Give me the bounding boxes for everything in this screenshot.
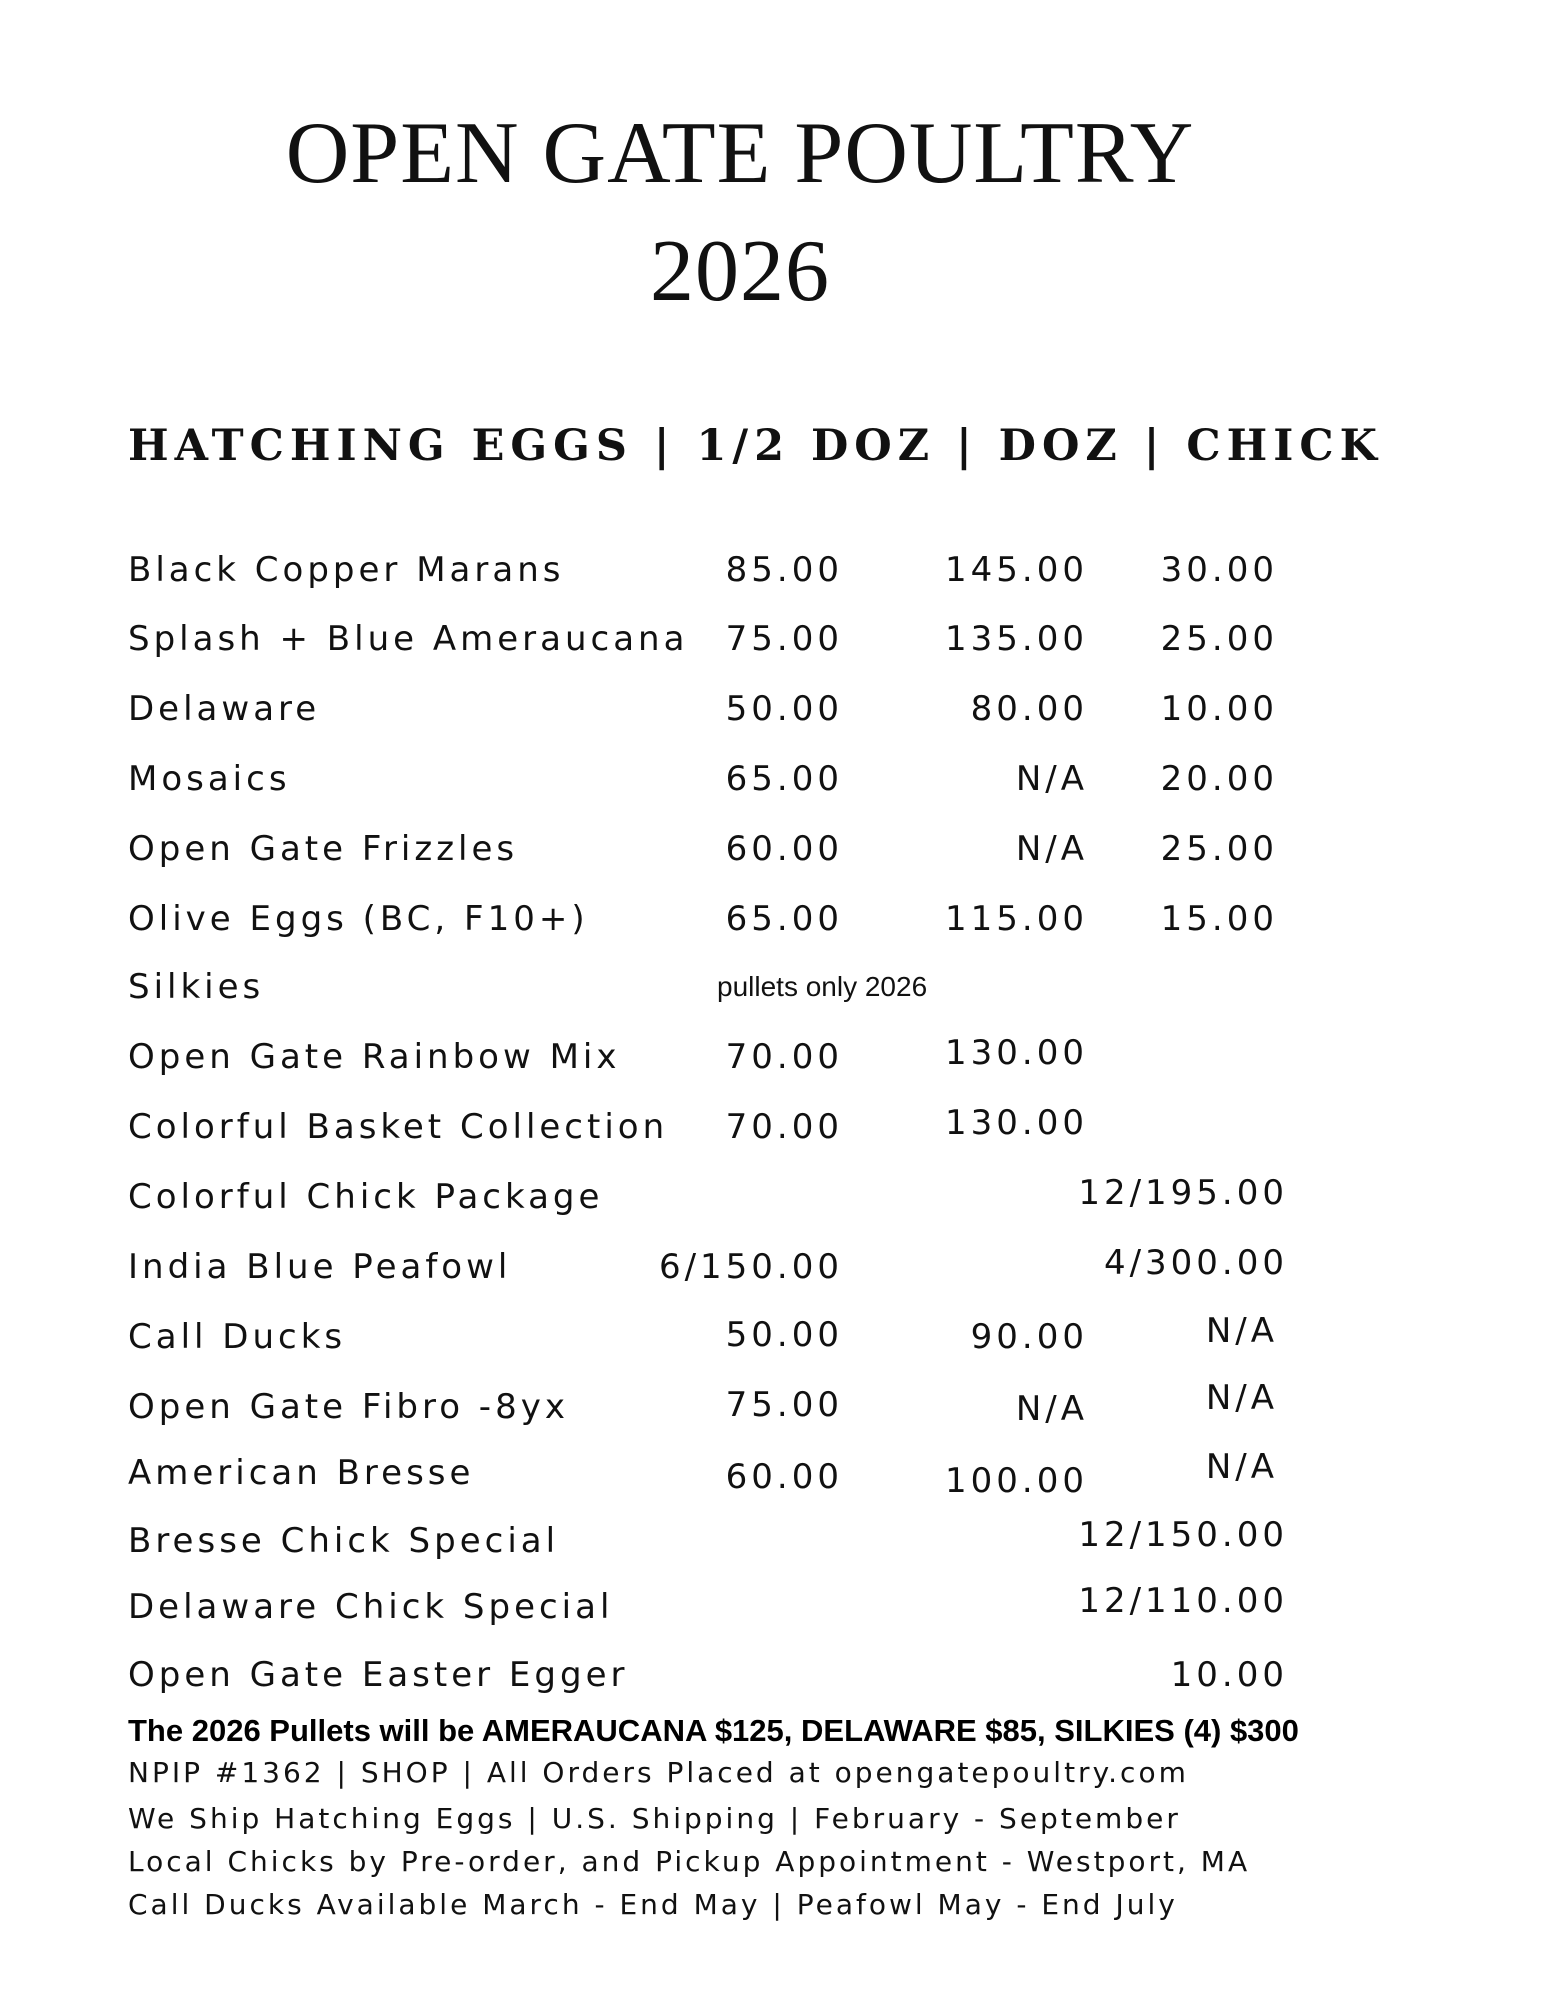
table-row-open-gate-frizzles bbox=[0, 824, 1545, 874]
half-dozen-price: 60.00 bbox=[725, 829, 843, 869]
chick-price: 15.00 bbox=[1160, 899, 1278, 939]
table-row-open-gate-rainbow-mix bbox=[0, 1032, 1545, 1082]
breed-name: Open Gate Rainbow Mix bbox=[128, 1037, 621, 1077]
footer-shipping-info: We Ship Hatching Eggs | U.S. Shipping | February - September bbox=[128, 1802, 1181, 1835]
chick-price: 20.00 bbox=[1160, 759, 1278, 799]
table-row-open-gate-fibro bbox=[0, 1378, 1545, 1432]
table-row-black-copper-marans bbox=[0, 545, 1545, 595]
table-row-bresse-chick-special bbox=[0, 1516, 1545, 1566]
breed-name: Mosaics bbox=[128, 759, 291, 799]
chick-price: 12/110.00 bbox=[1078, 1581, 1288, 1621]
dozen-price: 90.00 bbox=[970, 1317, 1088, 1357]
footer-availability-info: Call Ducks Available March - End May | Peafowl May - End July bbox=[128, 1888, 1178, 1921]
chick-price: N/A bbox=[1205, 1378, 1278, 1418]
table-row-mosaics bbox=[0, 754, 1545, 804]
table-row-colorful-chick-package bbox=[0, 1172, 1545, 1222]
dozen-price: 145.00 bbox=[945, 550, 1088, 590]
breed-name: Colorful Basket Collection bbox=[128, 1107, 669, 1147]
chick-price: 10.00 bbox=[1160, 689, 1278, 729]
pullets-announcement: The 2026 Pullets will be AMERAUCANA $125, DELAWARE $85, SILKIES (4) $300 bbox=[128, 1713, 1299, 1748]
breed-name: Delaware bbox=[128, 689, 321, 729]
table-row-india-blue-peafowl bbox=[0, 1242, 1545, 1292]
chick-price: 25.00 bbox=[1160, 619, 1278, 659]
breed-name: Open Gate Frizzles bbox=[128, 829, 519, 869]
dozen-price: N/A bbox=[1015, 759, 1088, 799]
breed-name: Black Copper Marans bbox=[128, 550, 565, 590]
breed-name: Colorful Chick Package bbox=[128, 1177, 604, 1217]
half-dozen-price: 85.00 bbox=[725, 550, 843, 590]
dozen-price: 115.00 bbox=[945, 899, 1088, 939]
half-dozen-price: 50.00 bbox=[725, 689, 843, 729]
table-row-colorful-basket-collection bbox=[0, 1102, 1545, 1152]
dozen-price: 130.00 bbox=[945, 1033, 1088, 1073]
chick-price: 12/195.00 bbox=[1078, 1173, 1288, 1213]
chick-price: 4/300.00 bbox=[1103, 1243, 1288, 1283]
half-dozen-price: 65.00 bbox=[725, 759, 843, 799]
table-row-silkies bbox=[0, 962, 1545, 1012]
dozen-price: N/A bbox=[1015, 829, 1088, 869]
breed-name: India Blue Peafowl bbox=[128, 1247, 512, 1287]
half-dozen-price: 65.00 bbox=[725, 899, 843, 939]
silkies-note: pullets only 2026 bbox=[717, 971, 928, 1002]
footer-order-info: NPIP #1362 | SHOP | All Orders Placed at opengatepoultry.com bbox=[128, 1756, 1189, 1789]
dozen-price: 80.00 bbox=[970, 689, 1088, 729]
half-dozen-price: 75.00 bbox=[725, 1385, 843, 1425]
chick-price: 25.00 bbox=[1160, 829, 1278, 869]
half-dozen-price: 50.00 bbox=[725, 1315, 843, 1355]
chick-price: N/A bbox=[1205, 1447, 1278, 1487]
table-row-american-bresse bbox=[0, 1447, 1545, 1501]
breed-name: Delaware Chick Special bbox=[128, 1587, 614, 1627]
chick-price: 30.00 bbox=[1160, 550, 1278, 590]
dozen-price: 130.00 bbox=[945, 1103, 1088, 1143]
dozen-price: N/A bbox=[1015, 1389, 1088, 1429]
footer-pickup-info: Local Chicks by Pre-order, and Pickup Appointment - Westport, MA bbox=[128, 1845, 1251, 1878]
chick-price: 12/150.00 bbox=[1078, 1515, 1288, 1555]
table-row-call-ducks bbox=[0, 1312, 1545, 1362]
breed-name: Open Gate Fibro -8yx bbox=[128, 1387, 569, 1427]
table-row-delaware bbox=[0, 684, 1545, 734]
table-row-open-gate-easter-egger bbox=[0, 1650, 1545, 1700]
half-dozen-price: 6/150.00 bbox=[658, 1247, 843, 1287]
dozen-price: 135.00 bbox=[945, 619, 1088, 659]
breed-name: Bresse Chick Special bbox=[128, 1521, 560, 1561]
half-dozen-price: 70.00 bbox=[725, 1107, 843, 1147]
breed-name: Silkies bbox=[128, 967, 265, 1007]
table-row-splash-blue-ameraucana bbox=[0, 614, 1545, 664]
half-dozen-price: 60.00 bbox=[725, 1457, 843, 1497]
half-dozen-price: 75.00 bbox=[725, 619, 843, 659]
chick-price: 10.00 bbox=[1170, 1655, 1288, 1695]
breed-name: Olive Eggs (BC, F10+) bbox=[128, 899, 589, 939]
page-year: 2026 bbox=[650, 223, 830, 320]
chick-price: N/A bbox=[1205, 1311, 1278, 1351]
table-row-olive-eggs bbox=[0, 894, 1545, 944]
price-table-header: HATCHING EGGS | 1/2 DOZ | DOZ | CHICK bbox=[128, 421, 1383, 471]
dozen-price: 100.00 bbox=[945, 1461, 1088, 1501]
table-row-delaware-chick-special bbox=[0, 1582, 1545, 1632]
half-dozen-price: 70.00 bbox=[725, 1037, 843, 1077]
page-title: OPEN GATE POULTRY bbox=[285, 105, 1195, 202]
breed-name: Splash + Blue Ameraucana bbox=[128, 619, 689, 659]
breed-name: Call Ducks bbox=[128, 1317, 347, 1357]
breed-name: American Bresse bbox=[128, 1453, 475, 1493]
breed-name: Open Gate Easter Egger bbox=[128, 1655, 629, 1695]
